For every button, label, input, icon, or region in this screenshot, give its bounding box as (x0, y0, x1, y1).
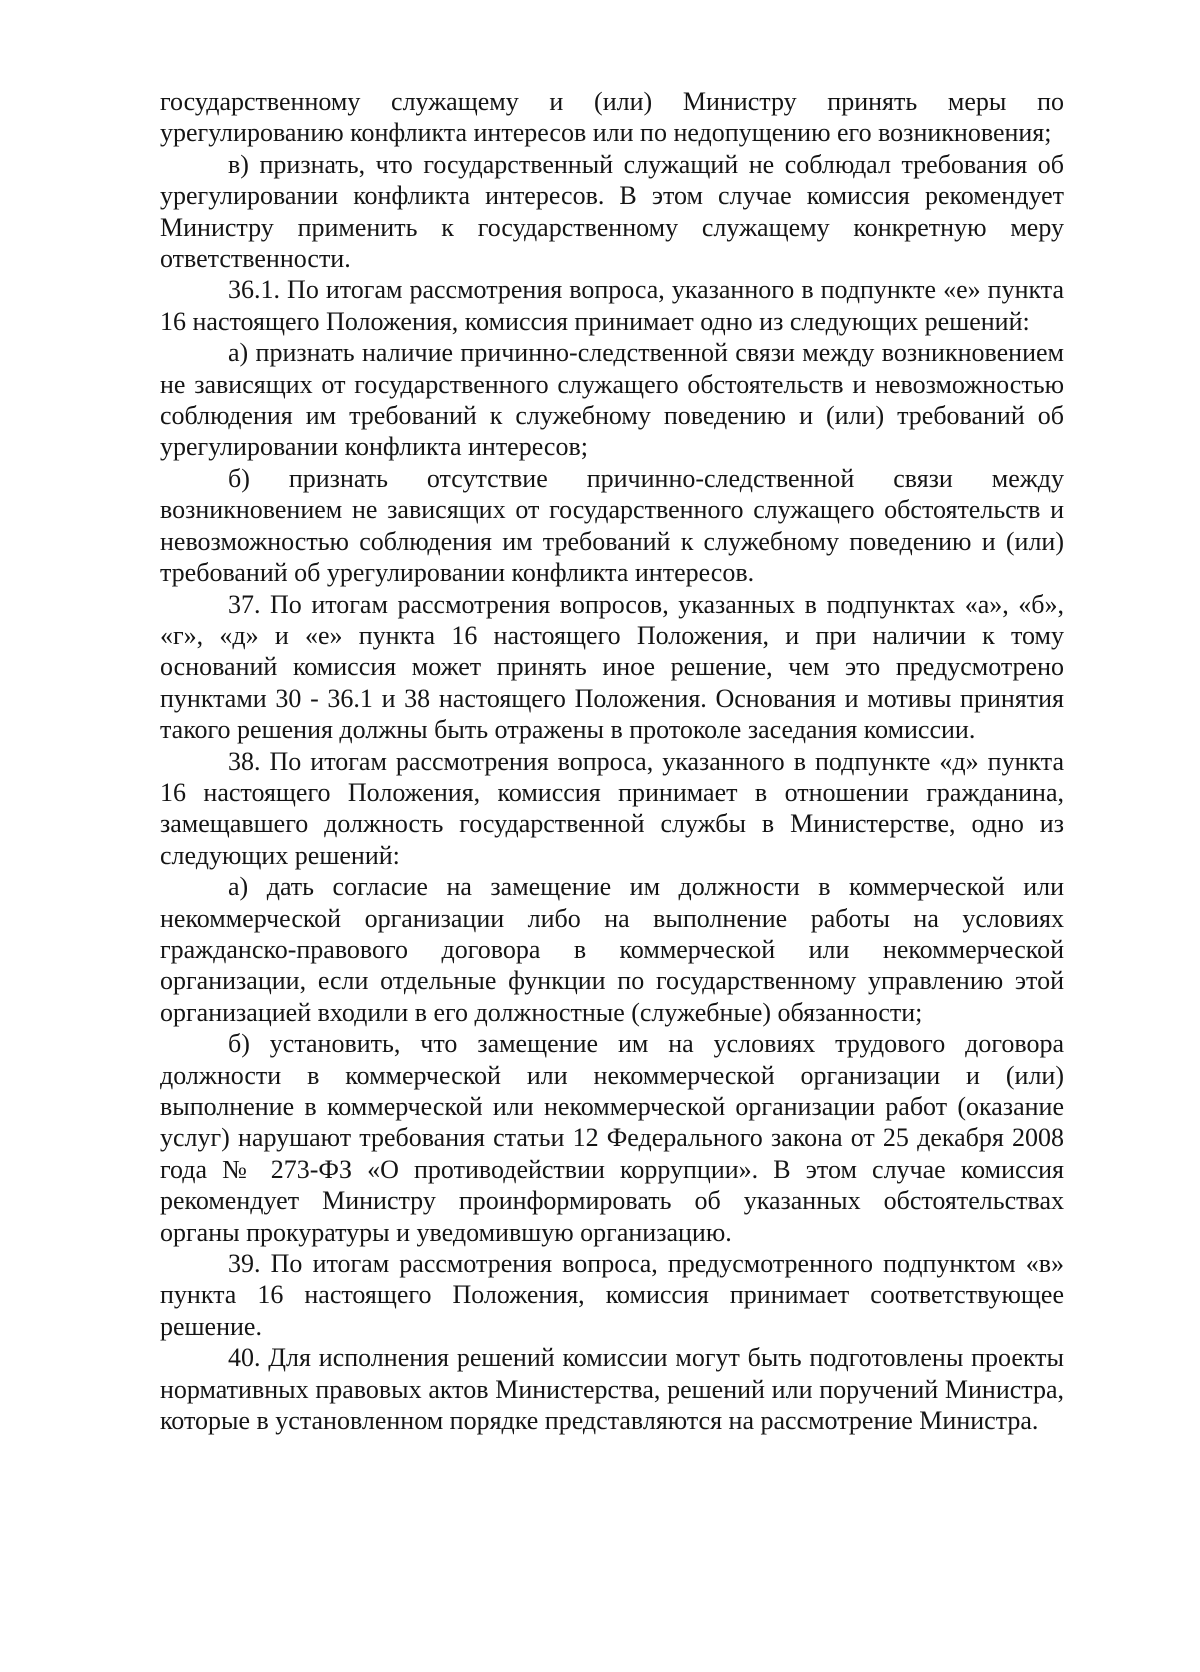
paragraph-38-a: а) дать согласие на замещение им должности в коммерческой или некоммерческой организации либо на выполнение работы на условиях гражданско-правового договора в коммерческой или некоммерческой организации, если отдельные функции по государственному управлению этой организацией входили в его должностные (служебные) обязанности; (160, 872, 1064, 1027)
paragraph-36-1-a: а) признать наличие причинно-следственной связи между возникновением не зависящих от государственного служащего обстоятельств и невозможностью соблюдения им требований к служебному поведению и (или) требований об урегулировании конфликта интересов; (160, 338, 1064, 462)
paragraph-continuation: государственному служащему и (или) Министру принять меры по урегулированию конфликта интересов или по недопущению его возникновения; (160, 87, 1064, 148)
paragraph-36-1-b: б) признать отсутствие причинно-следственной связи между возникновением не зависящих от государственного служащего обстоятельств и невозможностью соблюдения им требований к служебному поведению и (или) требований об урегулировании конфликта интересов. (160, 463, 1064, 588)
paragraph-37: 37. По итогам рассмотрения вопросов, указанных в подпунктах «а», «б», «г», «д» и «е» пункта 16 настоящего Положения, и при наличии к тому оснований комиссия может принять иное решение, чем это предусмотрено пунктами 30 - 36.1 и 38 настоящего Положения. Основания и мотивы принятия такого решения должны быть отражены в протоколе заседания комиссии. (160, 589, 1064, 745)
paragraph-38-b: б) установить, что замещение им на условиях трудового договора должности в коммерческой или некоммерческой организации и (или) выполнение в коммерческой или некоммерческой организации работ (оказание услуг) нарушают требования статьи 12 Федерального закона от 25 декабря 2008 года № 273-ФЗ «О противодействии коррупции». В этом случае комиссия рекомендует Министру проинформировать об указанных обстоятельствах органы прокуратуры и уведомившую организацию. (160, 1029, 1064, 1247)
paragraph-40: 40. Для исполнения решений комиссии могут быть подготовлены проекты нормативных правовых актов Министерства, решений или поручений Министра, которые в установленном порядке представляются на рассмотрение Министра. (160, 1343, 1064, 1436)
paragraph-38: 38. По итогам рассмотрения вопроса, указанного в подпункте «д» пункта 16 настоящего Положения, комиссия принимает в отношении гражданина, замещавшего должность государственной службы в Министерстве, одно из следующих решений: (160, 746, 1064, 870)
paragraph-36-1: 36.1. По итогам рассмотрения вопроса, указанного в подпункте «е» пункта 16 настоящего Положения, комиссия принимает одно из следующих решений: (160, 275, 1064, 336)
document-page (160, 86, 1064, 1436)
paragraph-39: 39. По итогам рассмотрения вопроса, предусмотренного подпунктом «в» пункта 16 настоящего Положения, комиссия принимает соответствующее решение. (160, 1249, 1064, 1341)
paragraph-35-v: в) признать, что государственный служащий не соблюдал требования об урегулировании конфликта интересов. В этом случае комиссия рекомендует Министру применить к государственному служащему конкретную меру ответственности. (160, 149, 1064, 274)
